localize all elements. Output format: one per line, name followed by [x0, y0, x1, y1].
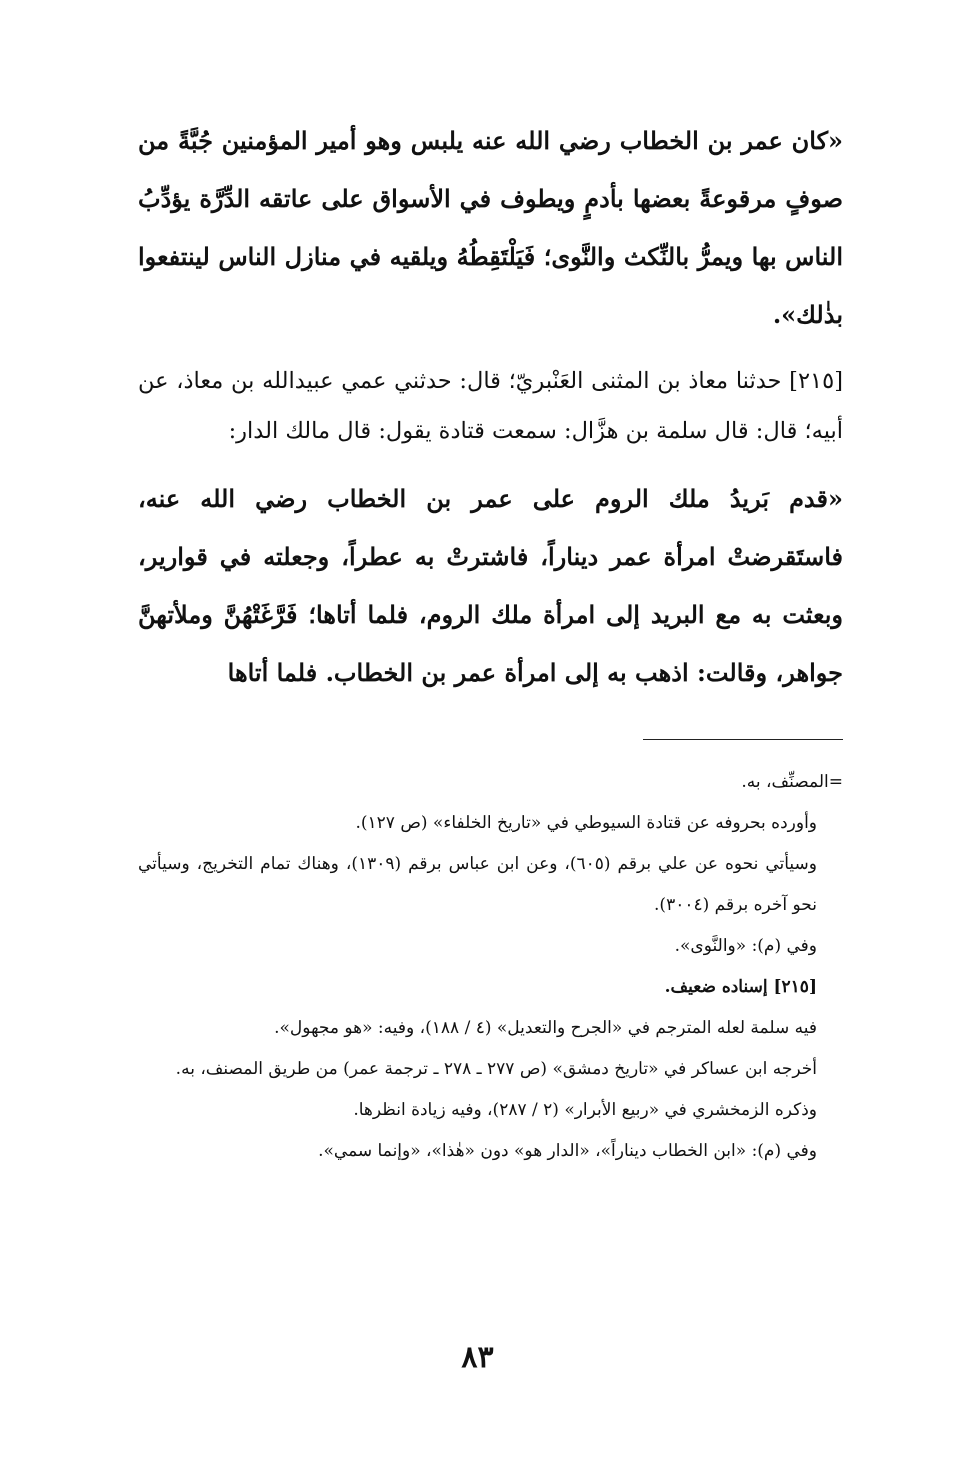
- quote-paragraph-2: «قدم بَريدُ ملك الروم على عمر بن الخطاب رضي الله عنه، فاستَقرضتْ امرأة عمر ديناراً، فاشترتْ به عطراً، وجعلته في قوارير، وبعثت به مع البريد إلى امرأة ملك الروم، فلما أتاها؛ فَرَّغَتْهُنَّ وملأتهنَّ جواهر، وقالت: اذهب به إلى امرأة عمر بن الخطاب. فلما أتاها: [138, 484, 843, 687]
- footnotes: [138, 762, 843, 1172]
- footnote-line: وأورده بحروفه عن قتادة السيوطي في «تاريخ الخلفاء» (ص ١٢٧).: [355, 813, 817, 833]
- footnote-line: =المصنِّف، به.: [741, 772, 843, 792]
- footnote-line: أخرجه ابن عساكر في «تاريخ دمشق» (ص ٢٧٧ ـ ٢٧٨ ـ ترجمة عمر) من طريق المصنف، به.: [175, 1059, 817, 1079]
- footnote-line: وسيأتي نحوه عن علي برقم (٦٠٥)، وعن ابن عباس برقم (١٣٠٩)، وهناك تمام التخريج، وسيأتي نحو آخره برقم (٣٠٠٤).: [138, 854, 817, 915]
- quote-paragraph-1: «كان عمر بن الخطاب رضي الله عنه يلبس وهو أمير المؤمنين جُبَّةً من صوفٍ مرقوعةً بعضها بأدمٍ ويطوف في الأسواق على عاتقه الدِّرَّة يؤدِّبُ الناس بها ويمرُّ بالنِّكث والنَّوى؛ فَيَلْتَقِطُهُ ويلقيه في منازل الناس لينتفعوا بذٰلك».: [138, 126, 843, 329]
- footnote-line: وفي (م): «والنَّوى».: [674, 936, 817, 956]
- footnote-line: [٢١٥] إسناده ضعيف.: [664, 977, 817, 997]
- isnad-paragraph-215: [٢١٥] حدثنا معاذ بن المثنى العَنْبريّ؛ قال: حدثني عمي عبيدالله بن معاذ، عن أبيه؛ قال: قال سلمة بن هزَّال: سمعت قتادة يقول: قال مالك الدار:: [138, 368, 843, 444]
- main-text: [138, 112, 843, 702]
- footnote-separator: [643, 739, 843, 740]
- footnote-line: وفي (م): «ابن الخطاب ديناراً»، «الدار هو» دون «هٰذا»، «وإنما سمي».: [318, 1141, 817, 1161]
- footnote-line: فيه سلمة لعله المترجم في «الجرح والتعديل» (٤ / ١٨٨)، وفيه: «هو مجهول».: [274, 1018, 817, 1038]
- footnote-line: وذكره الزمخشري في «ربيع الأبرار» (٢ / ٢٨٧)، وفيه زيادة انظرها.: [353, 1100, 817, 1120]
- page-number: ٨٣: [461, 1340, 494, 1375]
